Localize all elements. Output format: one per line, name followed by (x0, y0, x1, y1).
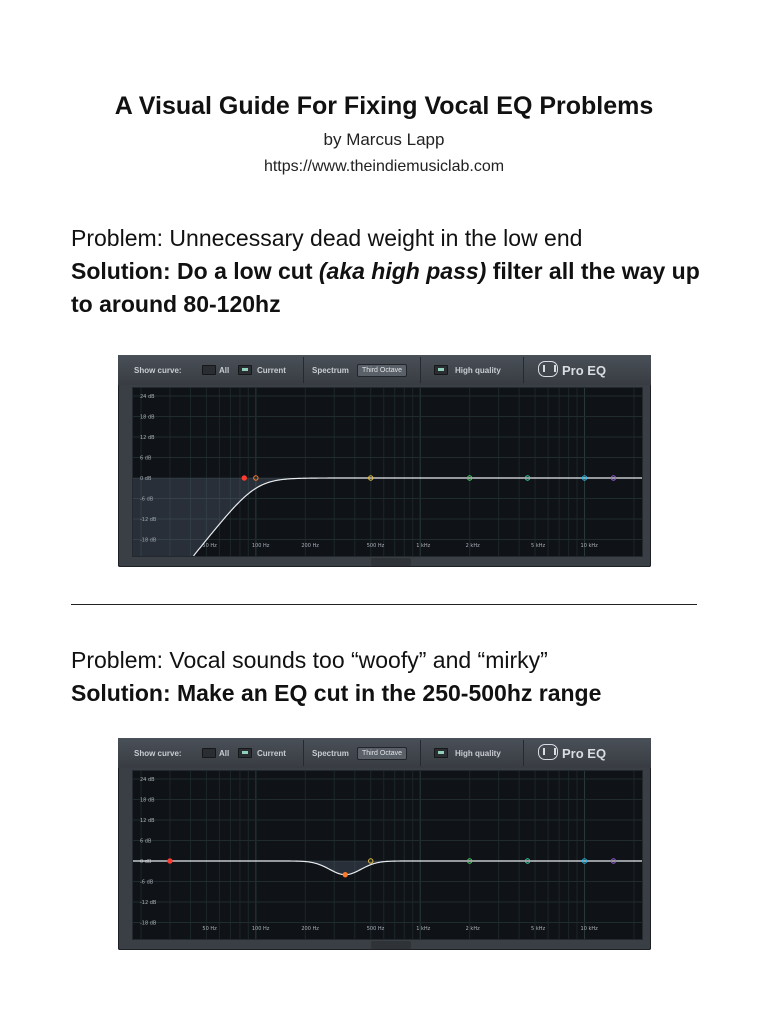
freq-tick-label: 5 kHz (531, 543, 546, 549)
panel-resize-grip[interactable] (371, 941, 411, 949)
document-title: A Visual Guide For Fixing Vocal EQ Problems (114, 92, 654, 120)
db-tick-label: 18 dB (140, 797, 155, 804)
eq-band-node[interactable] (242, 476, 246, 480)
db-tick-label: 6 dB (140, 455, 152, 462)
freq-tick-label: 10 kHz (580, 926, 598, 932)
freq-tick-label: 2 kHz (465, 543, 480, 549)
solution-1-suffix: filter all the way up to around 80-120hz (71, 258, 700, 317)
freq-tick-label: 1 kHz (416, 926, 431, 932)
freq-tick-label: 50 Hz (202, 926, 217, 932)
eq-curve-line (133, 861, 642, 875)
freq-tick-label: 100 Hz (251, 926, 270, 932)
freq-tick-label: 200 Hz (301, 926, 319, 932)
freq-tick-label: 1 kHz (416, 543, 431, 549)
eq-band-node[interactable] (343, 872, 347, 876)
show-curve-label: Show curve: (134, 366, 182, 375)
problem-2: Problem: Vocal sounds too “woofy” and “mirky” (71, 647, 548, 673)
db-tick-label: 24 dB (140, 394, 155, 400)
eq-panel-2 (118, 738, 651, 950)
high-quality-toggle[interactable] (434, 748, 448, 758)
db-tick-label: 18 dB (140, 414, 155, 421)
freq-tick-label: 200 Hz (301, 543, 319, 549)
freq-tick-label: 500 Hz (366, 926, 385, 932)
section-divider (71, 604, 697, 605)
problem-1: Problem: Unnecessary dead weight in the low end (71, 225, 583, 251)
freq-tick-label: 500 Hz (366, 543, 385, 549)
all-label: All (219, 366, 230, 375)
eq-curve-chart (133, 388, 642, 556)
freq-tick-label: 2 kHz (465, 926, 480, 932)
solution-1-prefix: Solution: Do a low cut (71, 258, 319, 284)
spectrum-label: Spectrum (312, 749, 349, 758)
current-toggle[interactable] (238, 365, 252, 375)
all-toggle[interactable] (202, 748, 216, 758)
current-label: Current (257, 366, 286, 375)
solution-1-emphasis: (aka high pass) (318, 258, 487, 284)
all-toggle[interactable] (202, 365, 216, 375)
freq-tick-label: 50 Hz (202, 543, 217, 549)
section-1-text (71, 222, 701, 321)
eq-toolbar (118, 355, 651, 385)
freq-tick-label: 100 Hz (251, 543, 270, 549)
db-tick-label: -12 dB (140, 900, 157, 906)
show-curve-label: Show curve: (134, 749, 182, 758)
spectrum-label: Spectrum (312, 366, 349, 375)
spectrum-mode-button[interactable]: Third Octave (357, 747, 407, 760)
spectrum-mode-button[interactable]: Third Octave (357, 364, 407, 377)
db-tick-label: 24 dB (140, 777, 155, 783)
presonus-logo-icon (538, 361, 558, 377)
eq-band-node[interactable] (168, 859, 172, 863)
eq-curve-fill (133, 861, 642, 875)
eq-curve-chart (133, 771, 642, 939)
all-label: All (219, 749, 230, 758)
pro-eq-logo: Pro EQ (538, 744, 646, 764)
high-quality-toggle[interactable] (434, 365, 448, 375)
freq-tick-label: 10 kHz (580, 543, 598, 549)
section-2-text (71, 644, 701, 710)
db-tick-label: -6 dB (140, 879, 154, 886)
solution-1 (71, 255, 701, 321)
eq-panel-1 (118, 355, 651, 567)
db-tick-label: 12 dB (140, 435, 155, 441)
db-tick-label: -18 dB (140, 920, 157, 927)
high-quality-label: High quality (455, 366, 501, 375)
eq-graph[interactable] (132, 770, 643, 940)
db-tick-label: 0 dB (140, 859, 152, 865)
current-label: Current (257, 749, 286, 758)
db-tick-label: 6 dB (140, 838, 152, 845)
presonus-logo-icon (538, 744, 558, 760)
high-quality-label: High quality (455, 749, 501, 758)
eq-toolbar (118, 738, 651, 768)
eq-graph[interactable] (132, 387, 643, 557)
freq-tick-label: 5 kHz (531, 926, 546, 932)
db-tick-label: 12 dB (140, 818, 155, 824)
pro-eq-logo: Pro EQ (538, 361, 646, 381)
source-url[interactable]: https://www.theindiemusiclab.com (263, 158, 505, 175)
current-toggle[interactable] (238, 748, 252, 758)
solution-2: Solution: Make an EQ cut in the 250-500hz range (71, 680, 602, 706)
panel-resize-grip[interactable] (371, 558, 411, 566)
byline: by Marcus Lapp (323, 130, 445, 149)
